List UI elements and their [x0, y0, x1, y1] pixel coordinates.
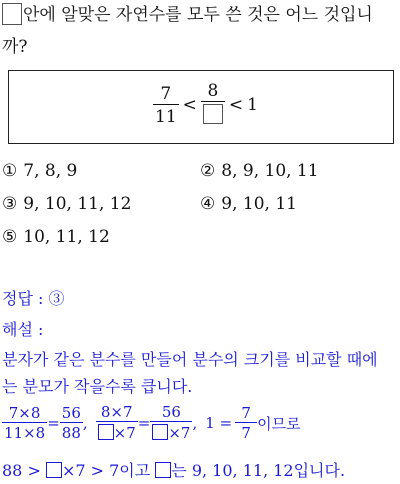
solution-math-row: $\frac{7\times 8}{11\times 8}$ = $\frac{56}{88}$ , $\frac{8\times 7}{\times 7}$ = $\frac{56}{\times 7}$ , 1 = $\frac{7}{7}$ 이므로: [4, 403, 301, 442]
fraction-8-blank: 8: [201, 81, 225, 129]
question-line-1: 안에 알맞은 자연수를 모두 쓴 것은 어느 것입니: [2, 3, 373, 26]
option-4[interactable]: ④ 9, 10, 11: [200, 194, 297, 214]
question-line-2: 까?: [2, 37, 28, 57]
blank-box: [46, 462, 62, 478]
option-3[interactable]: ③ 9, 10, 11, 12: [2, 194, 132, 214]
fraction-56-blankx7: $\frac{56}{\times 7}$: [150, 404, 192, 442]
blank-box: [152, 424, 168, 440]
option-5[interactable]: ⑤ 10, 11, 12: [2, 227, 110, 247]
blank-box: [98, 424, 114, 440]
inequality-box: [8, 70, 394, 144]
solution-label: 해설 :: [2, 320, 44, 339]
fraction-7x8-11x8: $\frac{7\times 8}{11\times 8}$: [4, 403, 46, 442]
solution-line-1: 분자가 같은 분수를 만들어 분수의 크기를 비교할 때에: [2, 350, 378, 369]
fraction-56-88: $\frac{56}{88}$: [61, 403, 81, 442]
option-1[interactable]: ① 7, 8, 9: [2, 161, 78, 181]
blank-box: [2, 3, 22, 25]
blank-box: [155, 462, 171, 478]
inequality: $\frac{7}{11}$ < 8 < 1: [153, 81, 258, 129]
fraction-7-11: $\frac{7}{11}$: [155, 83, 177, 127]
fraction-7-7: $\frac{7}{7}$: [235, 405, 257, 442]
solution-line-4: 88 > ×7 > 7이고 는 9, 10, 11, 12입니다.: [2, 461, 346, 480]
answer-line: 정답 : ③: [2, 289, 65, 308]
blank-box: [203, 104, 223, 124]
solution-line-2: 는 분모가 작을수록 큽니다.: [2, 377, 193, 396]
option-2[interactable]: ② 8, 9, 10, 11: [200, 161, 319, 181]
fraction-8x7-blankx7: $\frac{8\times 7}{\times 7}$: [96, 404, 138, 442]
